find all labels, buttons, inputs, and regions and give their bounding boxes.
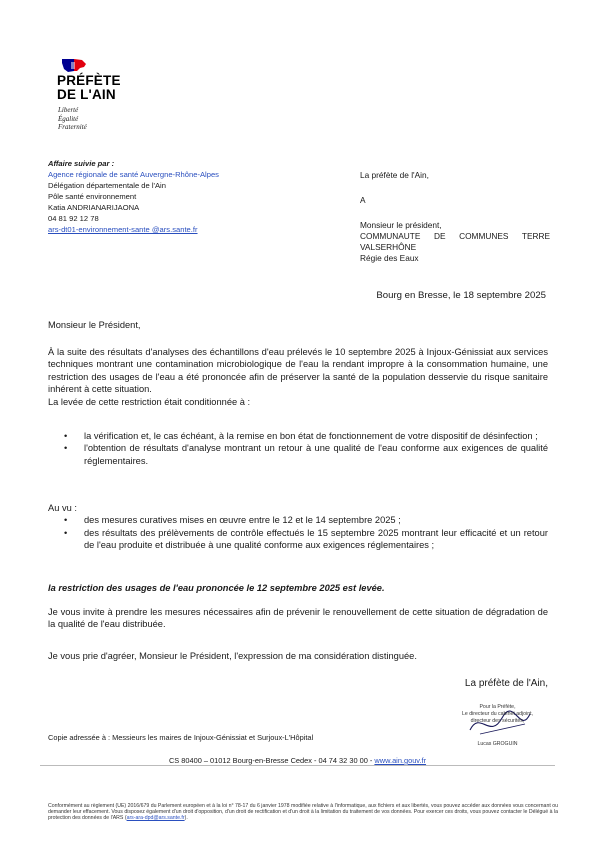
footer-address <box>0 756 595 765</box>
copy-recipients: Copie adressée à : Messieurs les maires de Injoux-Génissiat et Surjoux-L'Hôpital <box>48 733 314 742</box>
stamp-line-1: Pour la Préfète, <box>479 704 516 710</box>
list-item: • l'obtention de résultats d'analyse montrant un retour à une qualité de l'eau conforme aux exigences de qualité réglementaires. <box>48 442 548 467</box>
legal-text: Conformément au règlement (UE) 2016/679 du Parlement européen et à la loi n° 78-17 du 6 janvier 1978 modifiée relative à l'informatique, aux fichiers et aux libertés, vous pouvez accéder aux données vous concernant ou demander leur effacement. Vous disposez également d'un droit d'opposition, d'un droit de rectification et d'un droit à la limitation du traitement de vos données. Pour exercer ces droits, vous pouvez contacter le Délégué à la protection des données de l'ARS ( <box>48 803 558 822</box>
signature-stamp <box>450 700 545 750</box>
footer-address-text: CS 80400 – 01012 Bourg-en-Bresse Cedex - 04 74 32 30 00 - <box>168 756 375 765</box>
signature-title: La préfète de l'Ain, <box>464 678 548 689</box>
considerations-block <box>48 502 548 552</box>
paragraph-1: À la suite des résultats d'analyses des échantillons d'eau prélevés le 10 septembre 2025 à Injoux-Génissiat aux services techniques montrant une contamination microbiologique de l'eau la rendant impropre à la consommation humaine, une restriction des usages de l'eau a été prononcée afin de préserver la santé de la population desservie du risque sanitaire inhérent à cette situation. <box>48 347 548 395</box>
footer-legal-notice <box>48 803 558 822</box>
stamp-line-3: directeur des sécurités, <box>470 718 525 724</box>
recipient-from: La préfète de l'Ain, <box>360 170 429 180</box>
logo-title <box>57 74 121 102</box>
sender-header: Affaire suivie par : <box>48 159 115 168</box>
au-vu-label: Au vu : <box>48 503 77 513</box>
paragraph-context <box>48 346 548 408</box>
stamp-signatory-name: Lucas GROGUIN <box>477 741 518 747</box>
sender-delegation: Délégation départementale de l'Ain <box>48 181 166 190</box>
motto-fraternite: Fraternité <box>58 123 87 131</box>
recipient-org-line2: VALSERHÔNE <box>360 242 417 252</box>
recipient-block <box>360 170 550 264</box>
letter-date: Bourg en Bresse, le 18 septembre 2025 <box>376 290 546 301</box>
motto-egalite: Égalité <box>58 114 79 123</box>
sender-pole: Pôle santé environnement <box>48 192 137 201</box>
recipient-regie: Régie des Eaux <box>360 253 419 263</box>
legal-text-end: ). <box>184 815 188 822</box>
list-item: • la vérification et, le cas échéant, à la remise en bon état de fonctionnement de votre dispositif de désinfection ; <box>48 430 548 442</box>
sender-org: Agence régionale de santé Auvergne-Rhône-Alpes <box>48 170 219 179</box>
sender-email-link[interactable]: ars-dt01-environnement-sante @ars.sante.fr <box>48 225 198 234</box>
republic-motto <box>58 106 87 132</box>
recipient-a: A <box>360 195 366 205</box>
logo-title-line1: PRÉFÈTE <box>57 73 121 88</box>
logo-title-line2: DE L'AIN <box>57 87 116 102</box>
stamp-line-2: Le directeur du cabinet adjoint, <box>462 711 533 717</box>
closing-formula: Je vous prie d'agréer, Monsieur le Président, l'expression de ma considération distinguée. <box>48 651 417 661</box>
legal-email-link[interactable]: ars-ara-dpd@ars.sante.fr <box>126 815 185 822</box>
footer-website-link[interactable]: www.ain.gouv.fr <box>374 756 427 765</box>
condition-intro: La levée de cette restriction était conditionnée à : <box>48 396 251 407</box>
footer-divider <box>40 765 555 766</box>
considerations-list <box>48 514 548 551</box>
salutation: Monsieur le Président, <box>48 320 141 330</box>
marianne-logo-icon <box>60 57 90 73</box>
recipient-org-line1: COMMUNAUTE DE COMMUNES TERRE <box>360 231 550 241</box>
list-item: • des mesures curatives mises en œuvre entre le 12 et le 14 septembre 2025 ; <box>48 514 548 526</box>
sender-block <box>48 158 219 235</box>
decision-statement: la restriction des usages de l'eau prononcée le 12 septembre 2025 est levée. <box>48 583 385 593</box>
paragraph-3: Je vous invite à prendre les mesures nécessaires afin de prévenir le renouvellement de cette situation de dégradation de la qualité de l'eau distribuée. <box>48 607 548 630</box>
sender-name: Katia ANDRIANARIJAONA <box>48 203 140 212</box>
recipient-title: Monsieur le président, <box>360 220 442 230</box>
motto-liberte: Liberté <box>58 106 79 114</box>
list-item: • des résultats des prélèvements de contrôle effectués le 15 septembre 2025 montrant leur efficacité et un retour de l'eau produite et distribuée à une qualité conforme aux exigences réglementaires ; <box>48 527 548 552</box>
sender-phone: 04 81 92 12 78 <box>48 214 99 223</box>
conditions-list <box>48 430 548 467</box>
